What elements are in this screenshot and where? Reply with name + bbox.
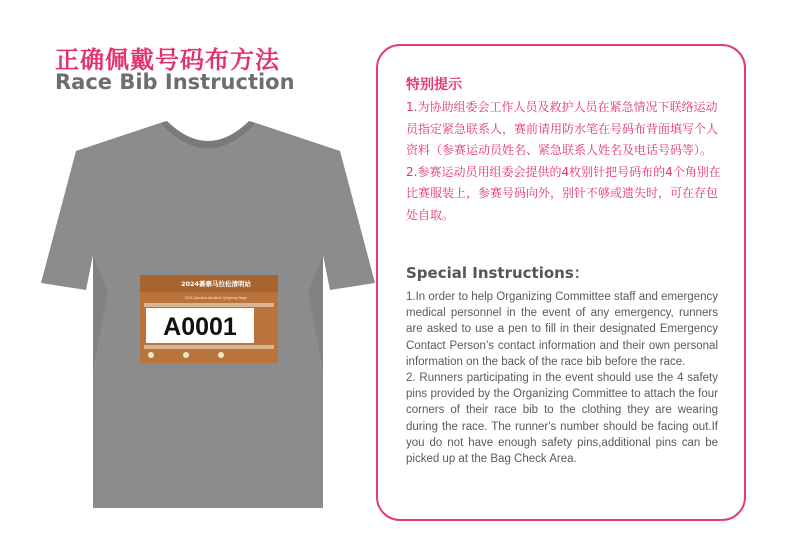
bib-event-subtitle: 2024 Qiaozhai Marathon Qingming Stage [184,296,248,300]
bib-sponsor-logo-2 [183,352,189,358]
notice-body-chinese [406,97,724,226]
bib-number: A0001 [163,313,237,341]
bib-info-strip [144,303,274,307]
notice-title-chinese: 特别提示 [406,77,462,93]
race-bib [140,275,278,363]
bib-event-title: 2024綦寨马拉松清明站 [180,280,252,288]
page-title-english: Race Bib Instruction [55,70,295,94]
bib-sponsor-logo [148,352,154,358]
notice-item-2-english: 2. Runners participating in the event should use the 4 safety pins provided by the Organizing Committee to attach the four corners of their race bib to the clothing they are wearing during the race. The runner's number should be facing out.If you do not have enough safety pins,additional pins can be picked up at the Bag Check Area. [406,372,718,466]
notice-body-english [406,289,718,467]
page-title-chinese: 正确佩戴号码布方法 [55,46,280,74]
notice-title-english: Special Instructions： [406,264,589,282]
bib-footer-strip [144,345,274,349]
notice-item-1-chinese: 1.为协助组委会工作人员及救护人员在紧急情况下联络运动员指定紧急联系人，赛前请用防水笔在号码布背面填写个人资料（参赛运动员姓名、紧急联系人姓名及电话号码等）。 [406,100,719,157]
tshirt-illustration [40,115,380,515]
notice-item-2-chinese: 2.参赛运动员用组委会提供的4枚别针把号码布的4个角别在比赛服装上，参赛号码向外，别针不够或遗失时，可在存包处自取。 [406,164,721,222]
notice-item-1-english: 1.In order to help Organizing Committee staff and emergency medical personnel in the event of any emergency, runners are asked to use a pen to fill in their designated Emergency Contact Person’s contact information and their own personal information on the back of the race bib before the race. [406,291,718,368]
bib-sponsor-logo-3 [218,352,224,358]
